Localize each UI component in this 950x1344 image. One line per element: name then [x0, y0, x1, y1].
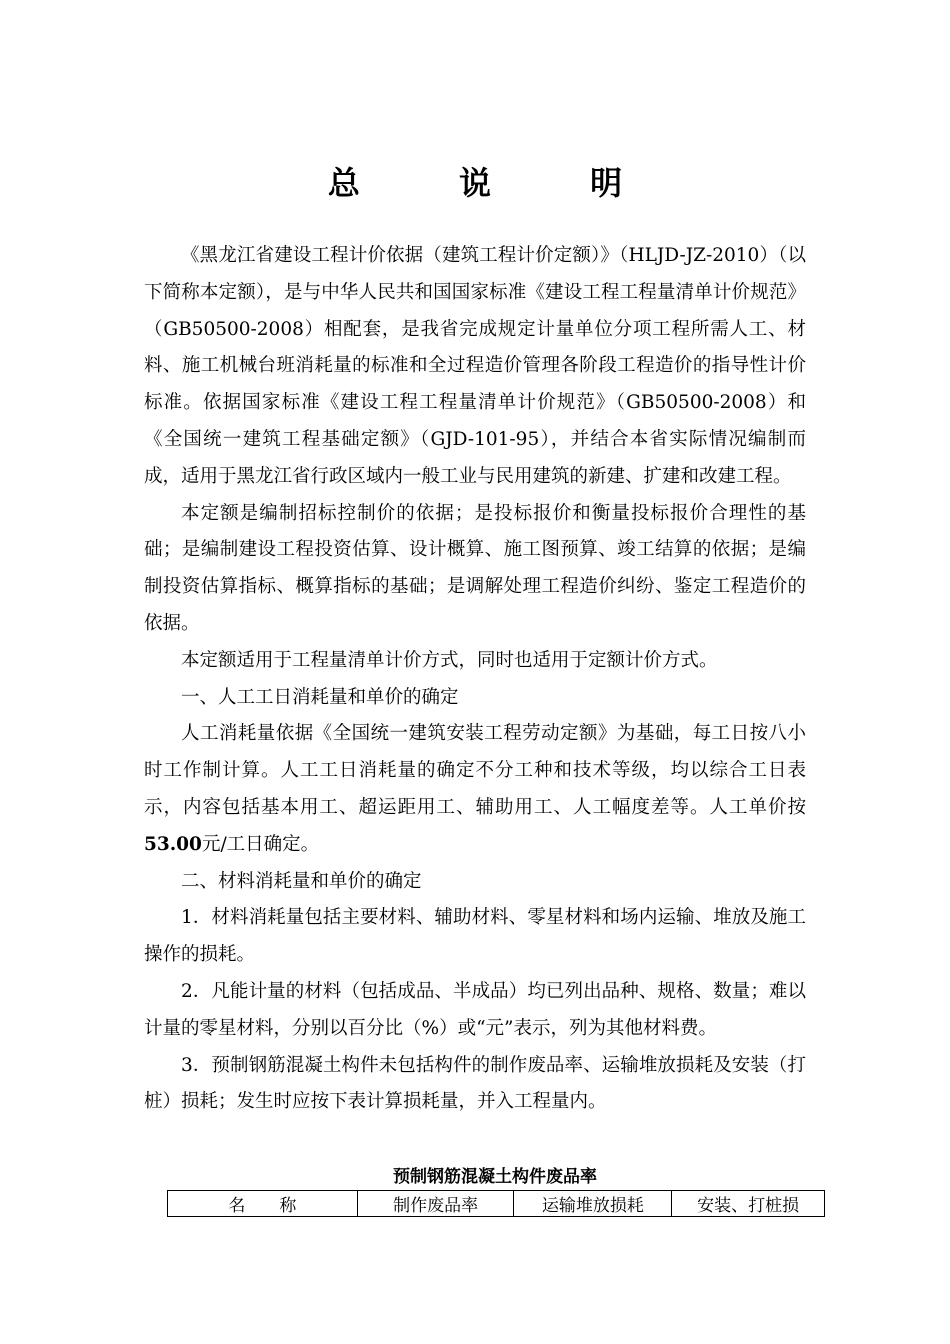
- title-char-2: 说: [458, 164, 491, 202]
- labor-price: 53.00: [144, 833, 202, 855]
- labor-text: 人工消耗量依据《全国统一建筑安装工程劳动定额》为基础，每工日按八小时工作制计算。人工工日消耗量的确定不分工种和技术等级，均以综合工日表示，内容包括基本用工、超运距用工、辅助用工、人工幅度差等。人工单价按: [144, 723, 806, 818]
- page-title: [0, 158, 950, 204]
- paragraph-purpose: 本定额是编制招标控制价的依据；是投标报价和衡量投标报价合理性的基础；是编制建设工程投资估算、设计概算、施工图预算、竣工结算的依据；是编制投资估算指标、概算指标的基础；是调解处理工程造价纠纷、鉴定工程造价的依据。: [144, 502, 806, 634]
- table-caption: 预制钢筋混凝土构件废品率: [393, 1167, 597, 1187]
- table-header-cell: 运输堆放损耗: [514, 1191, 672, 1217]
- table-header-cell: 制作废品率: [357, 1191, 514, 1217]
- table-header-row: [168, 1191, 825, 1217]
- paragraph-labor: [144, 716, 806, 863]
- title-char-3: 明: [590, 164, 623, 202]
- section-heading-labor: 一、人工工日消耗量和单价的确定: [181, 686, 459, 708]
- paragraph-material-3: 3．预制钢筋混凝土构件未包括构件的制作废品率、运输堆放损耗及安装（打桩）损耗；发生时应按下表计算损耗量，并入工程量内。: [144, 1054, 806, 1113]
- paragraph-intro: 《黑龙江省建设工程计价依据（建筑工程计价定额）》（HLJD-JZ-2010）（以下简称本定额），是与中华人民共和国国家标准《建设工程工程量清单计价规范》（GB50500-2008）相配套，是我省完成规定计量单位分项工程所需人工、材料、施工机械台班消耗量的标准和全过程造价管理各阶段工程造价的指导性计价标准。依据国家标准《建设工程工程量清单计价规范》（GB50500-2008）和《全国统一建筑工程基础定额》（GJD-101-95），并结合本省实际情况编制而成，适用于黑龙江省行政区域内一般工业与民用建筑的新建、扩建和改建工程。: [144, 245, 806, 487]
- paragraph-material-1: 1．材料消耗量包括主要材料、辅助材料、零星材料和场内运输、堆放及施工操作的损耗。: [144, 907, 806, 966]
- table-header-cell: 安装、打桩损: [672, 1191, 825, 1217]
- title-char-1: 总: [327, 164, 360, 202]
- document-body: [144, 238, 806, 1121]
- section-heading-material: 二、材料消耗量和单价的确定: [181, 870, 422, 892]
- paragraph-material-2: 2．凡能计量的材料（包括成品、半成品）均已列出品种、规格、数量；难以计量的零星材料，分别以百分比（%）或“元”表示，列为其他材料费。: [144, 980, 806, 1039]
- waste-rate-table: [167, 1190, 825, 1217]
- labor-price-suffix: 元/工日确定。: [201, 833, 320, 855]
- paragraph-scope: 本定额适用于工程量清单计价方式，同时也适用于定额计价方式。: [181, 649, 718, 671]
- table-header-cell: 名 称: [168, 1191, 358, 1217]
